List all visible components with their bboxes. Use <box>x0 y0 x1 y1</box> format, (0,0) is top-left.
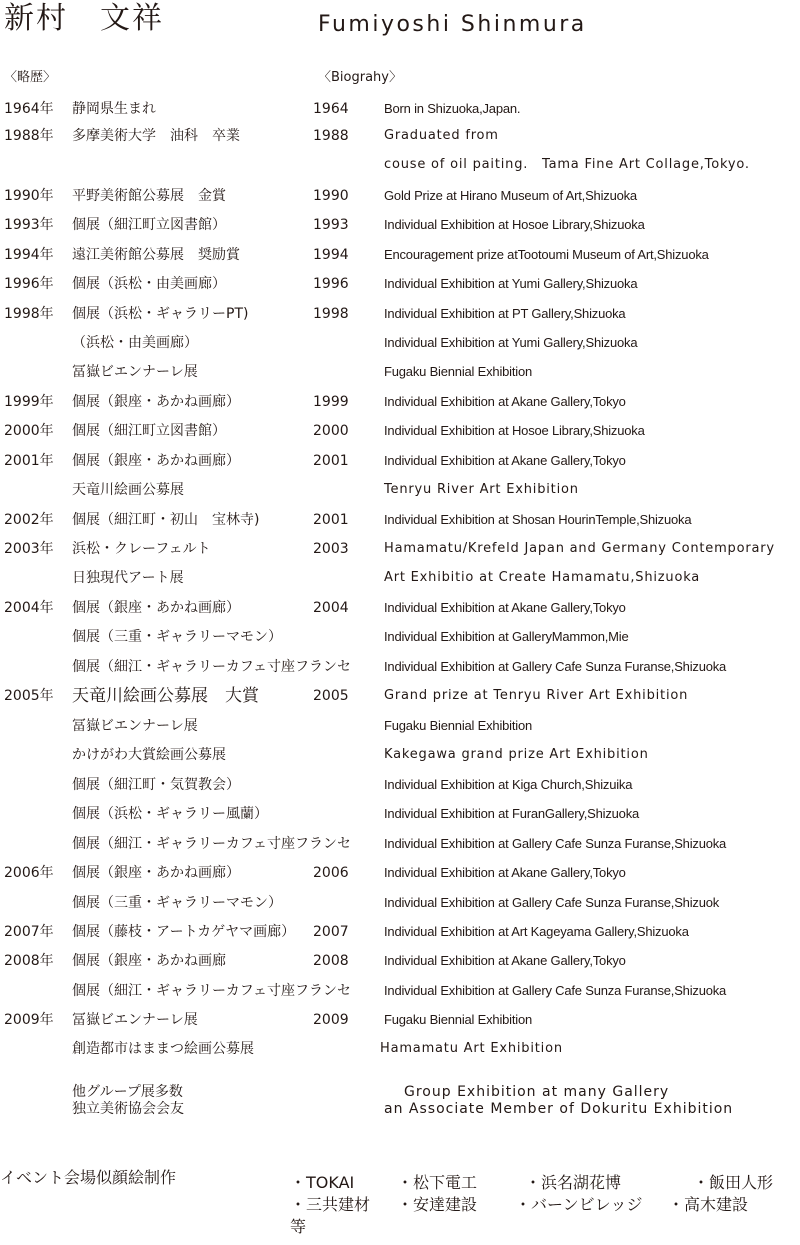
timeline-row <box>0 950 800 979</box>
en-entry: Hamamatu Art Exhibition <box>380 1041 563 1056</box>
jp-year: 1999年 <box>4 394 54 410</box>
jp-entry: 冨嶽ビエンナーレ展 <box>72 1012 198 1028</box>
timeline-row <box>0 774 800 803</box>
en-entry: Individual Exhibition at Gallery Cafe Sunza Furanse,Shizuok <box>384 895 720 910</box>
jp-entry: 個展（細江・ギャラリーカフェ寸座フランセ <box>72 659 352 675</box>
en-year: 2000 <box>313 423 349 439</box>
jp-entry: 個展（細江町立図書館） <box>72 423 226 439</box>
timeline-row <box>0 98 800 127</box>
footer-jp-membership: 独立美術協会会友 <box>72 1101 184 1117</box>
timeline-row <box>0 185 800 214</box>
jp-year: 1988年 <box>4 128 54 144</box>
footer-en-membership: an Associate Member of Dokuritu Exhibition <box>384 1101 734 1117</box>
en-entry: Individual Exhibition at Gallery Cafe Sunza Furanse,Shizuoka <box>384 836 727 851</box>
timeline-row <box>0 685 800 714</box>
jp-entry: 冨嶽ビエンナーレ展 <box>72 364 198 380</box>
timeline-row <box>0 862 800 891</box>
jp-entry: 個展（藤枝・アートカゲヤマ画廊） <box>72 924 296 940</box>
jp-entry: 個展（銀座・あかね画廊） <box>72 394 240 410</box>
en-entry: Tenryu River Art Exhibition <box>384 482 579 497</box>
timeline-row <box>0 391 800 420</box>
timeline-row <box>0 744 800 773</box>
jp-entry: （浜松・由美画廊） <box>72 335 198 351</box>
jp-year: 2009年 <box>4 1012 54 1028</box>
en-entry: Individual Exhibition at Kiga Church,Shizuika <box>384 777 633 792</box>
footer-jp-group-exhibitions: 他グループ展多数 <box>72 1084 183 1100</box>
timeline-row <box>0 833 800 862</box>
en-entry: Individual Exhibition at Akane Gallery,Tokyo <box>384 600 626 615</box>
en-entry: Individual Exhibition at Akane Gallery,Tokyo <box>384 953 626 968</box>
footer-en-group-exhibitions: Group Exhibition at many Gallery <box>404 1084 670 1100</box>
en-entry: Individual Exhibition at Hosoe Library,Shizuoka <box>384 217 645 232</box>
biography-heading-en: 〈Biograhy〉 <box>318 70 402 85</box>
jp-entry: かけがわ大賞絵画公募展 <box>72 747 226 763</box>
jp-entry: 個展（細江・ギャラリーカフェ寸座フランセ <box>72 836 352 852</box>
event-item: ・松下電工 <box>397 1173 478 1192</box>
jp-entry: 個展（細江町立図書館） <box>72 217 226 233</box>
jp-year: 2008年 <box>4 953 54 969</box>
event-item: ・安達建設 <box>397 1195 478 1214</box>
jp-year: 1990年 <box>4 188 54 204</box>
en-entry: couse of oil paiting. Tama Fine Art Collage,Tokyo. <box>384 157 750 172</box>
timeline-row <box>0 244 800 273</box>
en-entry: Individual Exhibition at GalleryMammon,Mie <box>384 629 629 644</box>
jp-year: 1964年 <box>4 101 54 117</box>
en-entry: Art Exhibitio at Create Hamamatu,Shizuoka <box>384 570 701 585</box>
jp-entry: 個展（銀座・あかね画廊） <box>72 865 240 881</box>
timeline-row <box>0 479 800 508</box>
en-year: 2003 <box>313 541 349 557</box>
jp-year: 1998年 <box>4 306 54 322</box>
en-year: 2007 <box>313 924 349 940</box>
en-year: 2001 <box>313 512 349 528</box>
en-year: 2008 <box>313 953 349 969</box>
timeline-row <box>0 214 800 243</box>
timeline-row <box>0 332 800 361</box>
en-year: 1994 <box>313 247 349 263</box>
jp-entry: 天竜川絵画公募展 大賞 <box>72 686 259 706</box>
timeline-row <box>0 803 800 832</box>
jp-entry: 個展（浜松・ギャラリーPT) <box>72 306 249 322</box>
timeline-row <box>0 921 800 950</box>
en-entry: Individual Exhibition at Shosan HourinTemple,Shizuoka <box>384 512 692 527</box>
jp-entry: 個展（銀座・あかね画廊） <box>72 600 240 616</box>
jp-year: 2002年 <box>4 512 54 528</box>
jp-year: 1996年 <box>4 276 54 292</box>
en-entry: Fugaku Biennial Exhibition <box>384 1012 533 1027</box>
jp-year: 2000年 <box>4 423 54 439</box>
timeline-row <box>0 1038 800 1067</box>
en-year: 2005 <box>313 688 349 704</box>
event-item: ・高木建設 <box>668 1195 749 1214</box>
jp-entry: 個展（浜松・由美画廊） <box>72 276 226 292</box>
en-year: 2009 <box>313 1012 349 1028</box>
en-year: 2004 <box>313 600 349 616</box>
en-entry: Kakegawa grand prize Art Exhibition <box>384 747 649 762</box>
jp-entry: 遠江美術館公募展 奨励賞 <box>72 247 240 263</box>
jp-year: 2003年 <box>4 541 54 557</box>
en-entry: Fugaku Biennial Exhibition <box>384 364 533 379</box>
en-entry: Individual Exhibition at Yumi Gallery,Shizuoka <box>384 276 638 291</box>
en-year: 1990 <box>313 188 349 204</box>
biography-heading-jp: 〈略歴〉 <box>4 70 57 85</box>
jp-entry: 平野美術館公募展 金賞 <box>72 188 226 204</box>
en-year: 1993 <box>313 217 349 233</box>
en-year: 1988 <box>313 128 349 144</box>
en-entry: Hamamatu/Krefeld Japan and Germany Contemporary <box>384 541 775 556</box>
jp-entry: 個展（細江町・初山 宝林寺) <box>72 512 260 528</box>
en-year: 1998 <box>313 306 349 322</box>
timeline-row <box>0 361 800 390</box>
event-item: ・TOKAI <box>290 1173 355 1192</box>
en-entry: Individual Exhibition at Gallery Cafe Sunza Furanse,Shizuoka <box>384 659 727 674</box>
jp-entry: 日独現代アート展 <box>72 570 184 586</box>
event-item: ・バーンビレッジ <box>515 1195 643 1214</box>
en-year: 1996 <box>313 276 349 292</box>
timeline-row <box>0 656 800 685</box>
en-entry: Fugaku Biennial Exhibition <box>384 718 533 733</box>
timeline-row <box>0 538 800 567</box>
jp-year: 2004年 <box>4 600 54 616</box>
timeline-row <box>0 509 800 538</box>
en-entry: Individual Exhibition at Gallery Cafe Sunza Furanse,Shizuoka <box>384 983 727 998</box>
en-entry: Individual Exhibition at Art Kageyama Gallery,Shizuoka <box>384 924 689 939</box>
en-entry: Individual Exhibition at Yumi Gallery,Shizuoka <box>384 335 638 350</box>
en-entry: Grand prize at Tenryu River Art Exhibition <box>384 688 689 703</box>
jp-year: 1993年 <box>4 217 54 233</box>
timeline-row <box>0 567 800 596</box>
timeline-row <box>0 892 800 921</box>
timeline-row <box>0 154 800 183</box>
jp-year: 2005年 <box>4 688 54 704</box>
timeline-row <box>0 1009 800 1038</box>
timeline-row <box>0 626 800 655</box>
timeline-row <box>0 450 800 479</box>
event-item: ・飯田人形 <box>693 1173 774 1192</box>
en-entry: Born in Shizuoka,Japan. <box>384 101 521 116</box>
en-year: 1964 <box>313 101 349 117</box>
en-entry: Graduated from <box>384 128 499 143</box>
events-label: イベント会場似顔絵制作 <box>0 1168 177 1187</box>
en-year: 1999 <box>313 394 349 410</box>
en-entry: Individual Exhibition at PT Gallery,Shizuoka <box>384 306 626 321</box>
jp-entry: 個展（三重・ギャラリーマモン） <box>72 629 282 645</box>
jp-year: 1994年 <box>4 247 54 263</box>
jp-year: 2006年 <box>4 865 54 881</box>
timeline-row <box>0 597 800 626</box>
timeline-row <box>0 273 800 302</box>
timeline-row <box>0 303 800 332</box>
jp-entry: 冨嶽ビエンナーレ展 <box>72 718 198 734</box>
en-entry: Individual Exhibition at Akane Gallery,Tokyo <box>384 865 626 880</box>
en-entry: Gold Prize at Hirano Museum of Art,Shizuoka <box>384 188 637 203</box>
jp-entry: 天竜川絵画公募展 <box>72 482 184 498</box>
en-entry: Individual Exhibition at Akane Gallery,Tokyo <box>384 394 626 409</box>
en-entry: Encouragement prize atTootoumi Museum of Art,Shizuoka <box>384 247 709 262</box>
jp-entry: 個展（浜松・ギャラリー風蘭） <box>72 806 268 822</box>
jp-entry: 個展（銀座・あかね画廊 <box>72 953 226 969</box>
event-item: ・三共建材 <box>290 1195 371 1214</box>
timeline-row <box>0 125 800 154</box>
timeline-row <box>0 980 800 1009</box>
en-entry: Individual Exhibition at Hosoe Library,Shizuoka <box>384 423 645 438</box>
en-entry: Individual Exhibition at FuranGallery,Shizuoka <box>384 806 640 821</box>
name-japanese: 新村 文祥 <box>4 1 164 36</box>
timeline-row <box>0 420 800 449</box>
jp-entry: 個展（銀座・あかね画廊） <box>72 453 240 469</box>
en-entry: Individual Exhibition at Akane Gallery,Tokyo <box>384 453 626 468</box>
jp-entry: 創造都市はままつ絵画公募展 <box>72 1041 254 1057</box>
jp-entry: 浜松・クレーフェルト <box>72 541 211 557</box>
event-item: ・浜名湖花博 <box>525 1173 622 1192</box>
jp-entry: 個展（細江・ギャラリーカフェ寸座フランセ <box>72 983 352 999</box>
en-year: 2006 <box>313 865 349 881</box>
event-suffix: 等 <box>290 1217 307 1236</box>
jp-year: 2001年 <box>4 453 54 469</box>
timeline-row <box>0 715 800 744</box>
jp-entry: 個展（三重・ギャラリーマモン） <box>72 895 282 911</box>
en-year: 2001 <box>313 453 349 469</box>
name-english: Fumiyoshi Shinmura <box>318 12 587 37</box>
jp-entry: 多摩美術大学 油科 卒業 <box>72 128 240 144</box>
jp-entry: 静岡県生まれ <box>72 101 156 117</box>
jp-entry: 個展（細江町・気賀教会） <box>72 777 240 793</box>
jp-year: 2007年 <box>4 924 54 940</box>
